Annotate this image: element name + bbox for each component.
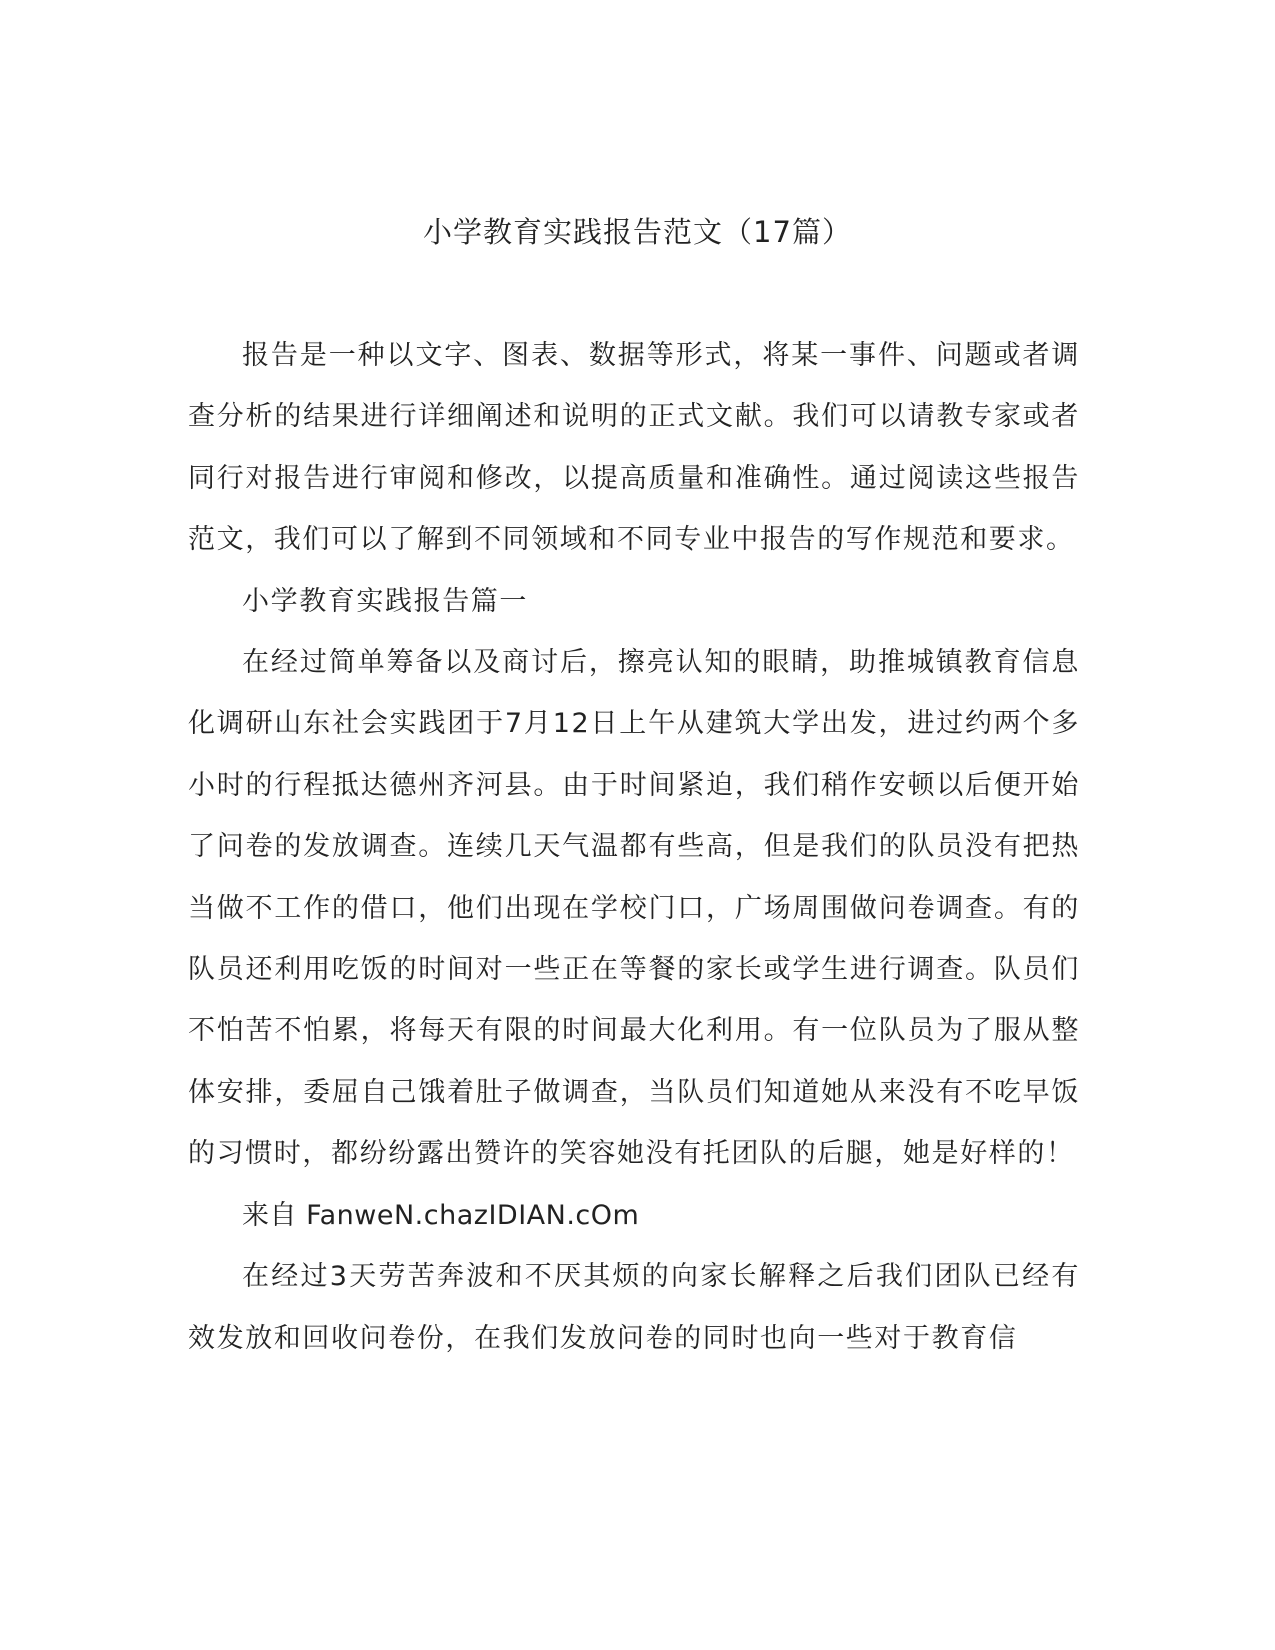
document-body	[188, 325, 1080, 1369]
section-heading: 小学教育实践报告篇一	[242, 585, 528, 617]
body-paragraph: 在经过简单筹备以及商讨后，擦亮认知的眼睛，助推城镇教育信息化调研山东社会实践团于7月12日上午从建筑大学出发，进过约两个多小时的行程抵达德州齐河县。由于时间紧迫，我们稍作安顿以后便开始了问卷的发放调查。连续几天气温都有些高，但是我们的队员没有把热当做不工作的借口，他们出现在学校门口，广场周围做问卷调查。有的队员还利用吃饭的时间对一些正在等餐的家长或学生进行调查。队员们不怕苦不怕累，将每天有限的时间最大化利用。有一位队员为了服从整体安排，委屈自己饿着肚子做调查，当队员们知道她从来没有不吃早饭的习惯时，都纷纷露出赞许的笑容她没有托团队的后腿，她是好样的！	[188, 647, 1080, 1170]
source-line: 来自 FanweN.chazIDIAN.cOm	[242, 1199, 640, 1231]
intro-paragraph: 报告是一种以文字、图表、数据等形式，将某一事件、问题或者调查分析的结果进行详细阐述和说明的正式文献。我们可以请教专家或者同行对报告进行审阅和修改，以提高质量和准确性。通过阅读这些报告范文，我们可以了解到不同领域和不同专业中报告的写作规范和要求。	[188, 340, 1080, 556]
body-paragraph-continued: 在经过3天劳苦奔波和不厌其烦的向家长解释之后我们团队已经有效发放和回收问卷份，在我们发放问卷的同时也向一些对于教育信	[188, 1261, 1080, 1354]
page-title: 小学教育实践报告范文（17篇）	[423, 215, 852, 249]
